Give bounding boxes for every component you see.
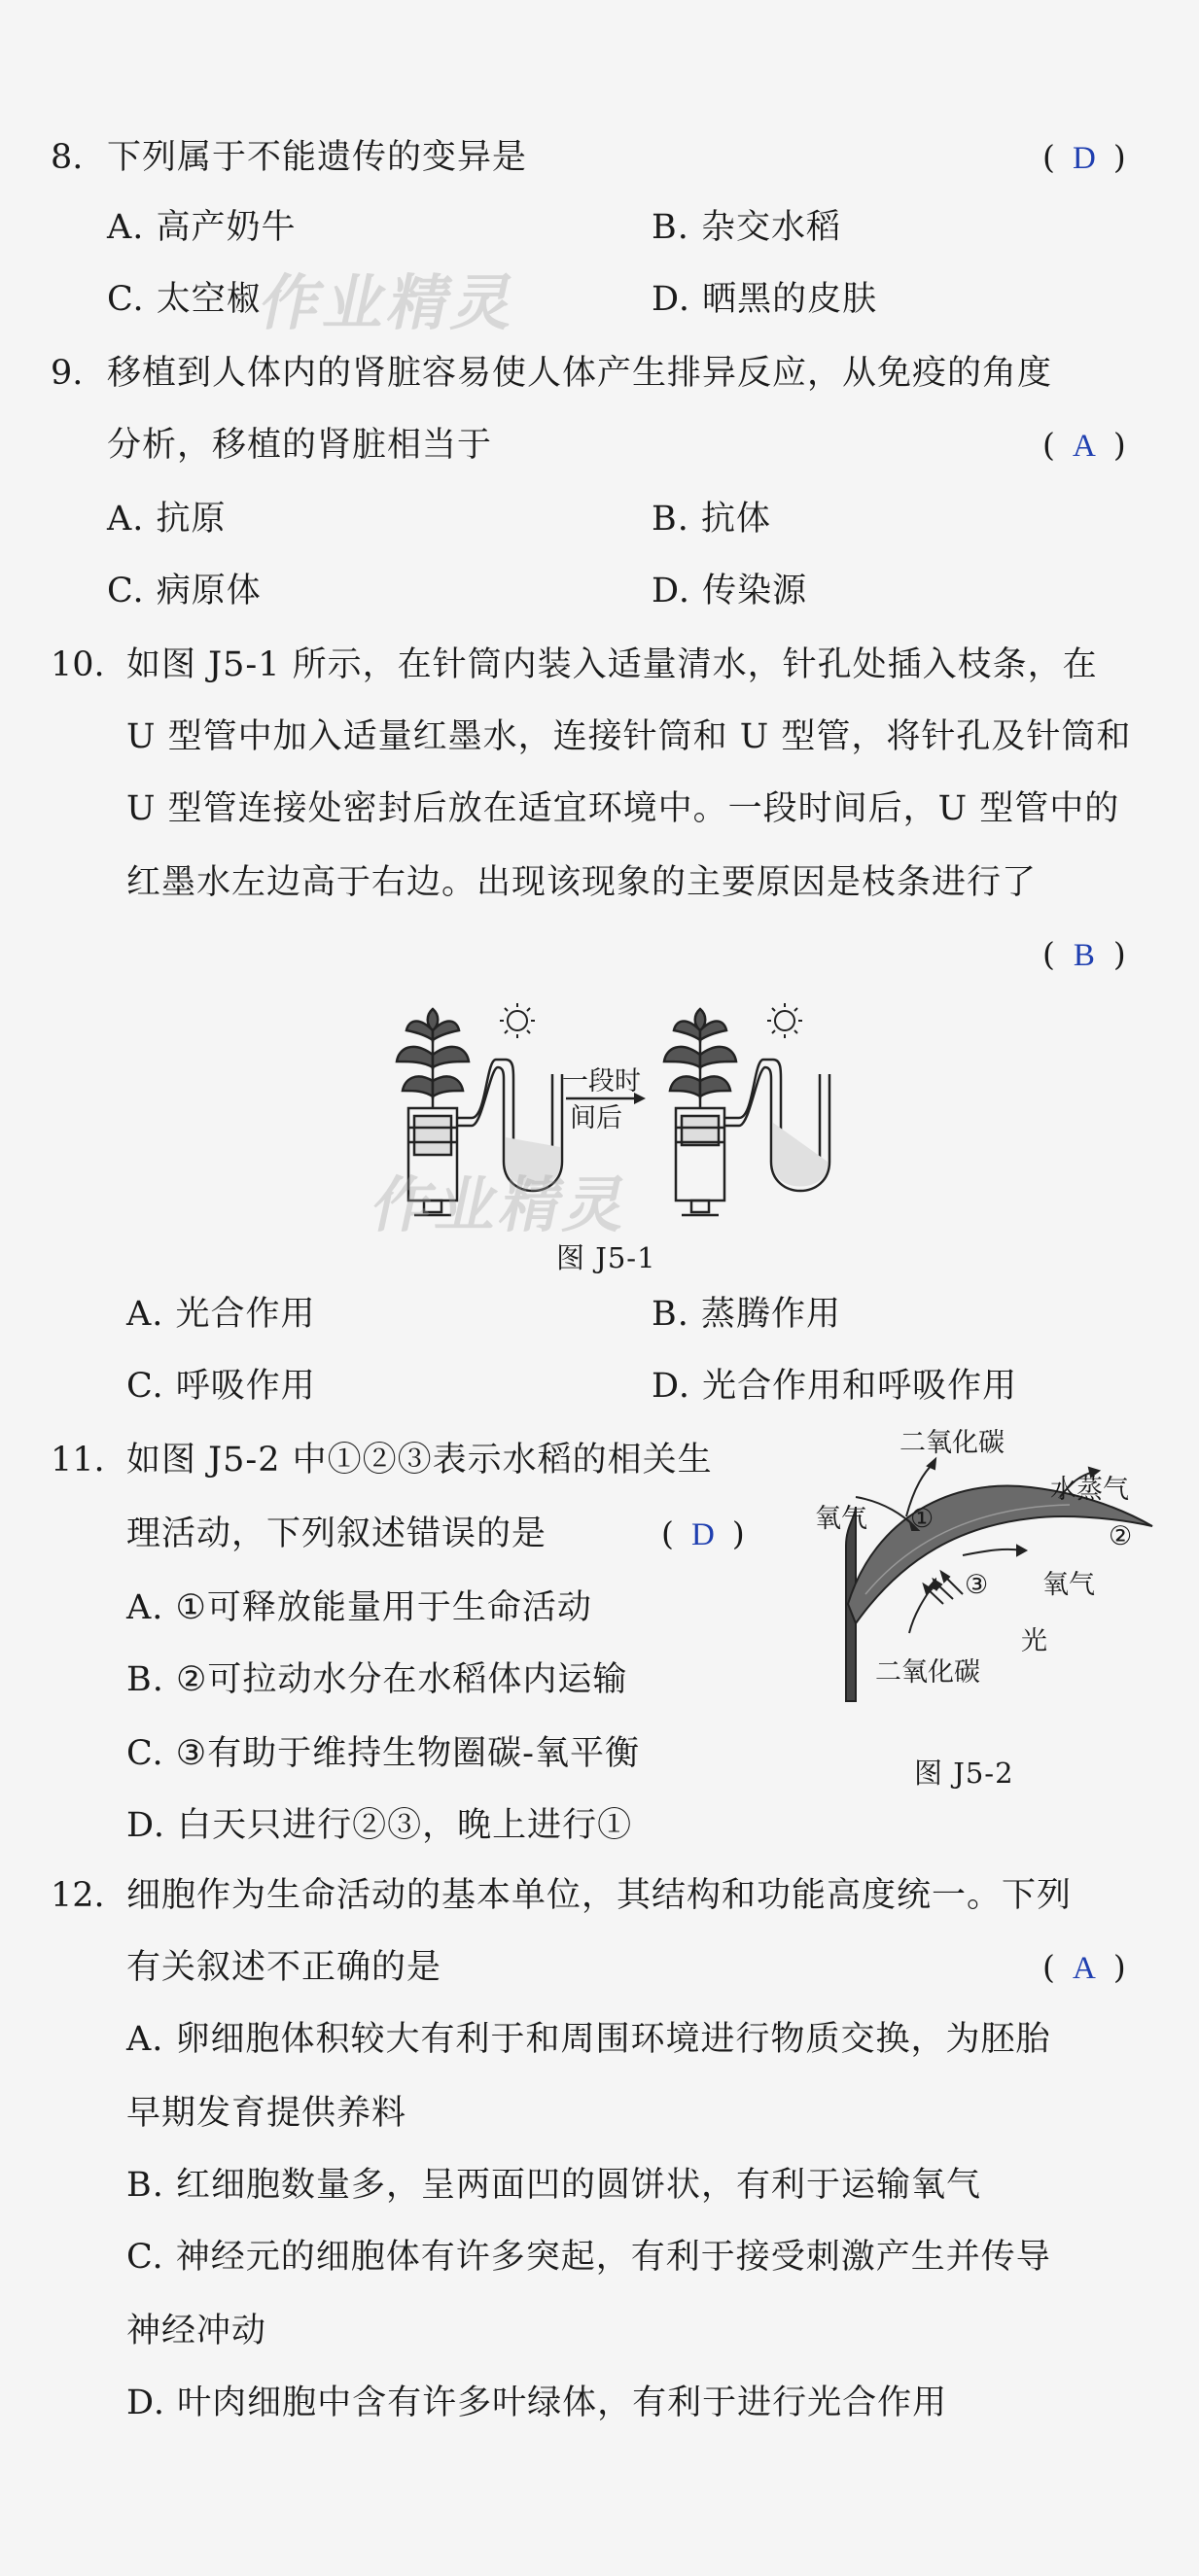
label-light: 光 <box>1021 1626 1047 1656</box>
question-12-option-a-line-1: A. 卵细胞体积较大有利于和周围环境进行物质交换，为胚胎 <box>126 2020 1051 2059</box>
question-8-option-c: C. 太空椒 <box>107 280 262 319</box>
question-10-option-a: A. 光合作用 <box>126 1295 316 1334</box>
marker-2: ② <box>1109 1521 1133 1551</box>
question-9-answer: ( A ) <box>1042 424 1126 468</box>
question-11-option-a: A. ①可释放能量用于生命活动 <box>126 1588 592 1627</box>
question-10-answer: ( B ) <box>1042 933 1126 977</box>
question-12-answer: ( A ) <box>1042 1946 1126 1990</box>
plant-icon <box>397 1009 469 1108</box>
arrow-label-2: 间后 <box>570 1103 622 1133</box>
question-9-option-c: C. 病原体 <box>107 572 262 610</box>
question-9-stem-line-2: 分析，移植的肾脏相当于 <box>107 426 493 465</box>
question-9-option-a: A. 抗原 <box>107 500 227 539</box>
question-12-option-a-line-2: 早期发育提供养料 <box>126 2094 407 2133</box>
marker-1: ① <box>910 1504 935 1534</box>
answer-value: D <box>1072 141 1096 176</box>
question-10-stem-line-4: 红墨水左边高于右边。出现该现象的主要原因是枝条进行了 <box>126 863 1038 902</box>
question-9-number: 9. <box>51 354 84 393</box>
watermark: 作业精灵 <box>366 1169 638 1240</box>
question-10-stem-line-1: 如图 J5-1 所示，在针筒内装入适量清水，针孔处插入枝条，在 <box>126 645 1098 684</box>
question-11-answer: ( D ) <box>661 1513 745 1556</box>
question-10-stem-line-3: U 型管连接处密封后放在适宜环境中。一段时间后，U 型管中的 <box>126 789 1120 828</box>
label-co2-top: 二氧化碳 <box>899 1428 1005 1458</box>
question-12-stem-line-1: 细胞作为生命活动的基本单位，其结构和功能高度统一。下列 <box>126 1876 1073 1915</box>
figure-j5-2 <box>817 1429 1167 1711</box>
answer-value: A <box>1072 429 1096 464</box>
question-12-stem-line-2: 有关叙述不正确的是 <box>126 1948 442 1987</box>
question-9-option-b: B. 抗体 <box>652 500 771 539</box>
plant-icon <box>664 1009 736 1108</box>
question-8-option-d: D. 晒黑的皮肤 <box>652 280 878 319</box>
question-10-option-d: D. 光合作用和呼吸作用 <box>652 1367 1018 1406</box>
figure-j5-1-caption: 图 J5-1 <box>556 1241 656 1274</box>
answer-value: A <box>1072 1951 1096 1986</box>
label-o2-left: 氧气 <box>815 1504 867 1534</box>
question-12-number: 12. <box>51 1876 105 1915</box>
answer-value: D <box>690 1517 715 1552</box>
question-10-option-c: C. 呼吸作用 <box>126 1367 316 1406</box>
label-co2-bottom: 二氧化碳 <box>875 1657 980 1688</box>
question-12-option-c-line-1: C. 神经元的细胞体有许多突起，有利于接受刺激产生并传导 <box>126 2238 1051 2277</box>
question-8-answer: ( D ) <box>1042 136 1126 180</box>
question-11-option-b: B. ②可拉动水分在水稻体内运输 <box>126 1660 628 1699</box>
question-11-option-c: C. ③有助于维持生物圈碳-氧平衡 <box>126 1734 640 1773</box>
watermark: 作业精灵 <box>254 267 526 338</box>
question-8-option-b: B. 杂交水稻 <box>652 208 841 247</box>
question-9-stem-line-1: 移植到人体内的肾脏容易使人体产生排异反应，从免疫的角度 <box>107 354 1053 393</box>
answer-value: B <box>1073 938 1095 973</box>
question-8-stem: 下列属于不能遗传的变异是 <box>107 138 528 177</box>
question-12-option-b: B. 红细胞数量多，呈两面凹的圆饼状，有利于运输氧气 <box>126 2166 981 2205</box>
right-apparatus <box>664 1003 829 1215</box>
question-12-option-c-line-2: 神经冲动 <box>126 2312 267 2350</box>
question-9-option-d: D. 传染源 <box>652 572 808 610</box>
question-11-number: 11. <box>51 1441 105 1479</box>
sun-icon <box>767 1003 802 1038</box>
label-water-vapor: 水蒸气 <box>1050 1475 1129 1505</box>
question-10-number: 10. <box>51 645 105 684</box>
sun-icon <box>500 1003 535 1038</box>
question-10-stem-line-2: U 型管中加入适量红墨水，连接针筒和 U 型管，将针孔及针筒和 <box>126 717 1132 756</box>
question-10-option-b: B. 蒸腾作用 <box>652 1295 841 1334</box>
question-8-number: 8. <box>51 138 84 177</box>
figure-j5-2-caption: 图 J5-2 <box>914 1757 1014 1790</box>
question-11-stem-line-2: 理活动，下列叙述错误的是 <box>126 1514 547 1553</box>
question-8-option-a: A. 高产奶牛 <box>107 208 297 247</box>
label-o2-right: 氧气 <box>1042 1570 1095 1600</box>
question-12-option-d: D. 叶肉细胞中含有许多叶绿体，有利于进行光合作用 <box>126 2384 948 2422</box>
question-11-stem-line-1: 如图 J5-2 中①②③表示水稻的相关生 <box>126 1441 713 1479</box>
question-11-option-d: D. 白天只进行②③，晚上进行① <box>126 1806 633 1845</box>
arrow-label-1: 一段时 <box>562 1066 641 1097</box>
marker-3: ③ <box>965 1570 989 1600</box>
